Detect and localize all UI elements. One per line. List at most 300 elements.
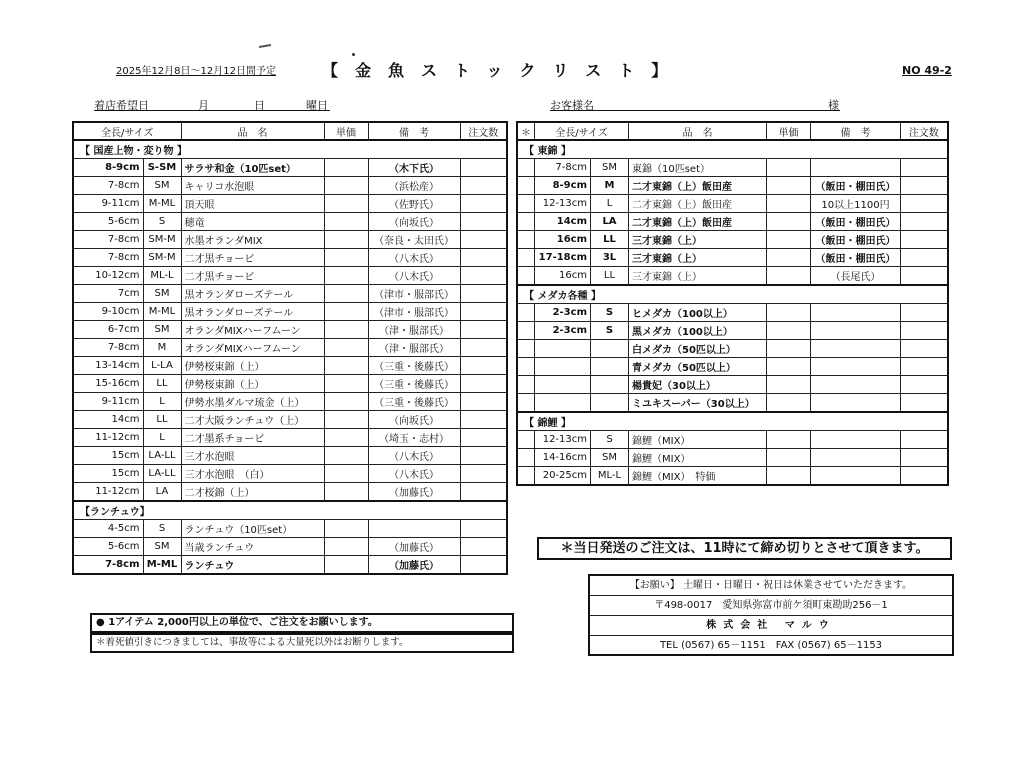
star-cell	[517, 213, 535, 231]
price-cell[interactable]	[767, 177, 811, 195]
price-cell[interactable]	[767, 376, 811, 394]
column-header: 全長/サイズ	[535, 122, 629, 140]
item-name-cell: 三才水泡眼 （白）	[181, 465, 324, 483]
order-qty-cell[interactable]	[901, 249, 948, 267]
item-name-cell: 二才黒チョービ	[181, 267, 324, 285]
grade-cell: M	[591, 177, 629, 195]
order-qty-cell[interactable]	[460, 429, 507, 447]
company-info-box	[588, 574, 954, 656]
order-qty-cell[interactable]	[460, 339, 507, 357]
star-cell	[517, 195, 535, 213]
order-qty-cell[interactable]	[901, 159, 948, 177]
table-row	[517, 358, 948, 376]
grade-cell: SM	[591, 449, 629, 467]
grade-cell: S	[143, 520, 181, 538]
size-cell: 9-11cm	[73, 195, 143, 213]
price-cell[interactable]	[767, 358, 811, 376]
table-row	[73, 393, 507, 411]
table-row	[73, 483, 507, 502]
size-cell: 4-5cm	[73, 520, 143, 538]
grade-cell: S	[591, 322, 629, 340]
price-cell[interactable]	[767, 431, 811, 449]
note-cell	[811, 358, 901, 376]
price-cell[interactable]	[324, 177, 368, 195]
price-cell[interactable]	[324, 249, 368, 267]
grade-cell: S	[143, 213, 181, 231]
item-name-cell: 黒オランダローズテール	[181, 285, 324, 303]
order-qty-cell[interactable]	[460, 303, 507, 321]
item-name-cell: 二才東錦（上）飯田産	[629, 195, 767, 213]
grade-cell: S	[591, 431, 629, 449]
table-row	[73, 538, 507, 556]
item-name-cell: オランダMIXハーフムーン	[181, 321, 324, 339]
size-cell: 11-12cm	[73, 429, 143, 447]
visit-weekday-label: 曜日	[306, 99, 328, 112]
item-name-cell: 三才東錦（上）	[629, 267, 767, 286]
table-row	[517, 340, 948, 358]
table-row	[73, 339, 507, 357]
size-cell: 15-16cm	[73, 375, 143, 393]
note-cell	[811, 449, 901, 467]
order-qty-cell[interactable]	[901, 322, 948, 340]
item-name-cell: 二才墨系チョービ	[181, 429, 324, 447]
grade-cell: L	[143, 429, 181, 447]
right-stock-table	[516, 121, 949, 486]
price-cell[interactable]	[767, 394, 811, 413]
price-cell[interactable]	[324, 429, 368, 447]
company-contact: TEL (0567) 65－1151 FAX (0567) 65－1153	[659, 640, 883, 651]
grade-cell	[591, 394, 629, 413]
order-qty-cell[interactable]	[901, 376, 948, 394]
grade-cell: L	[591, 195, 629, 213]
order-qty-cell[interactable]	[460, 321, 507, 339]
grade-cell: SM-M	[143, 249, 181, 267]
visit-month-label: 月	[198, 99, 209, 112]
section-header	[517, 285, 948, 304]
order-qty-cell[interactable]	[460, 393, 507, 411]
grade-cell: M	[143, 339, 181, 357]
order-qty-cell[interactable]	[901, 449, 948, 467]
order-qty-cell[interactable]	[901, 177, 948, 195]
note-cell	[811, 467, 901, 486]
note-cell: （浜松産）	[368, 177, 460, 195]
size-cell: 8-9cm	[535, 177, 591, 195]
column-header: 備 考	[368, 122, 460, 140]
note-cell: （津市・服部氏）	[368, 285, 460, 303]
size-cell	[535, 376, 591, 394]
table-row	[517, 376, 948, 394]
item-name-cell: 東錦（10匹set）	[629, 159, 767, 177]
order-qty-cell[interactable]	[460, 195, 507, 213]
note-cell	[811, 159, 901, 177]
star-cell	[517, 431, 535, 449]
grade-cell: S-SM	[143, 159, 181, 177]
table-row	[73, 321, 507, 339]
page-title: 【金魚ストックリスト】	[322, 61, 685, 80]
table-header	[517, 122, 948, 140]
note-cell: （埼玉・志村）	[368, 429, 460, 447]
column-header: 単価	[767, 122, 811, 140]
table-row	[73, 357, 507, 375]
grade-cell	[591, 358, 629, 376]
note-cell	[811, 304, 901, 322]
item-name-cell: 穂竜	[181, 213, 324, 231]
price-cell[interactable]	[324, 393, 368, 411]
price-cell[interactable]	[324, 483, 368, 502]
section-title: 【 国産上物・変り物 】	[73, 140, 507, 159]
order-qty-cell[interactable]	[460, 538, 507, 556]
table-row	[517, 177, 948, 195]
order-qty-cell[interactable]	[901, 267, 948, 286]
grade-cell: L-LA	[143, 357, 181, 375]
grade-cell: ML-L	[143, 267, 181, 285]
table-row	[73, 520, 507, 538]
item-name-cell: 三才東錦（上）	[629, 231, 767, 249]
order-qty-cell[interactable]	[901, 467, 948, 486]
price-cell[interactable]	[324, 339, 368, 357]
note-cell: （三重・後藤氏）	[368, 375, 460, 393]
column-header: 注文数	[460, 122, 507, 140]
size-cell: 16cm	[535, 267, 591, 286]
note-cell: （八木氏）	[368, 249, 460, 267]
size-cell: 5-6cm	[73, 213, 143, 231]
size-cell: 8-9cm	[73, 159, 143, 177]
size-cell: 7-8cm	[73, 339, 143, 357]
price-cell[interactable]	[767, 213, 811, 231]
item-name-cell: ランチュウ（10匹set）	[181, 520, 324, 538]
note-cell: （加藤氏）	[368, 538, 460, 556]
size-cell	[535, 340, 591, 358]
section-title: 【 錦鯉 】	[517, 412, 948, 431]
table-row	[517, 159, 948, 177]
size-cell: 7-8cm	[73, 177, 143, 195]
order-qty-cell[interactable]	[901, 195, 948, 213]
star-cell	[517, 449, 535, 467]
size-cell: 11-12cm	[73, 483, 143, 502]
table-row	[517, 394, 948, 413]
company-address: 〒498-0017 愛知県弥富市前ケ須町東勘助256－1	[590, 596, 952, 616]
item-name-cell: 当歳ランチュウ	[181, 538, 324, 556]
size-cell: 7-8cm	[73, 249, 143, 267]
note-cell: （八木氏）	[368, 465, 460, 483]
price-cell[interactable]	[324, 159, 368, 177]
star-cell	[517, 376, 535, 394]
table-row	[73, 195, 507, 213]
price-cell[interactable]	[324, 213, 368, 231]
grade-cell: 3L	[591, 249, 629, 267]
grade-cell: LL	[591, 231, 629, 249]
price-cell[interactable]	[324, 411, 368, 429]
scan-mark	[259, 44, 271, 48]
note-cell: （向坂氏）	[368, 213, 460, 231]
grade-cell: M-ML	[143, 556, 181, 575]
note-cell	[368, 520, 460, 538]
size-cell: 13-14cm	[73, 357, 143, 375]
price-cell[interactable]	[767, 249, 811, 267]
grade-cell: SM	[143, 177, 181, 195]
star-cell	[517, 467, 535, 486]
note-cell: （三重・後藤氏）	[368, 357, 460, 375]
note-cell: （長尾氏）	[811, 267, 901, 286]
price-cell[interactable]	[324, 357, 368, 375]
column-header: 備 考	[811, 122, 901, 140]
order-qty-cell[interactable]	[460, 249, 507, 267]
price-cell[interactable]	[324, 267, 368, 285]
table-row	[517, 195, 948, 213]
size-cell: 7-8cm	[73, 231, 143, 249]
table-row	[73, 447, 507, 465]
table-row	[73, 249, 507, 267]
grade-cell: LA	[143, 483, 181, 502]
grade-cell: LL	[143, 411, 181, 429]
grade-cell	[591, 340, 629, 358]
order-qty-cell[interactable]	[460, 465, 507, 483]
price-cell[interactable]	[324, 285, 368, 303]
section-header	[517, 140, 948, 159]
star-cell	[517, 358, 535, 376]
star-cell	[517, 394, 535, 413]
price-cell[interactable]	[324, 538, 368, 556]
star-cell	[517, 304, 535, 322]
price-cell[interactable]	[324, 465, 368, 483]
grade-cell: SM	[591, 159, 629, 177]
order-qty-cell[interactable]	[460, 447, 507, 465]
document-number: NO 49-2	[902, 64, 952, 77]
table-row	[73, 375, 507, 393]
item-name-cell: 伊勢水墨ダルマ琉金（上）	[181, 393, 324, 411]
customer-suffix: 様	[828, 99, 839, 112]
item-name-cell: オランダMIXハーフムーン	[181, 339, 324, 357]
table-row	[73, 465, 507, 483]
price-cell[interactable]	[767, 322, 811, 340]
unit-notice: ● 1アイテム 2,000円以上の単位で、ご注文をお願いします。	[90, 613, 514, 633]
holiday-request: 【お願い】 土曜日・日曜日・祝日は休業させていただきます。	[590, 576, 952, 596]
star-cell	[517, 177, 535, 195]
price-cell[interactable]	[767, 449, 811, 467]
column-header: 品 名	[629, 122, 767, 140]
item-name-cell: ランチュウ	[181, 556, 324, 575]
note-cell: （加藤氏）	[368, 483, 460, 502]
grade-cell: M-ML	[143, 195, 181, 213]
size-cell: 14cm	[535, 213, 591, 231]
size-cell: 7-8cm	[535, 159, 591, 177]
order-qty-cell[interactable]	[460, 285, 507, 303]
price-cell[interactable]	[324, 520, 368, 538]
item-name-cell: 二才桜錦（上）	[181, 483, 324, 502]
table-row	[73, 411, 507, 429]
section-title: 【ランチュウ】	[73, 501, 507, 520]
section-title: 【 東錦 】	[517, 140, 948, 159]
order-qty-cell[interactable]	[901, 358, 948, 376]
grade-cell: ML-L	[591, 467, 629, 486]
item-name-cell: サラサ和金（10匹set）	[181, 159, 324, 177]
price-cell[interactable]	[767, 195, 811, 213]
size-cell: 7-8cm	[73, 556, 143, 575]
item-name-cell: 二才大阪ランチュウ（上）	[181, 411, 324, 429]
order-qty-cell[interactable]	[901, 304, 948, 322]
order-qty-cell[interactable]	[460, 556, 507, 575]
order-qty-cell[interactable]	[460, 213, 507, 231]
table-row	[517, 304, 948, 322]
note-cell: （飯田・棚田氏）	[811, 231, 901, 249]
grade-cell: SM	[143, 321, 181, 339]
item-name-cell: 頂天眼	[181, 195, 324, 213]
size-cell: 5-6cm	[73, 538, 143, 556]
table-row	[517, 213, 948, 231]
table-row	[73, 177, 507, 195]
order-qty-cell[interactable]	[460, 520, 507, 538]
grade-cell: LA-LL	[143, 465, 181, 483]
size-cell: 6-7cm	[73, 321, 143, 339]
left-stock-table	[72, 121, 508, 575]
order-qty-cell[interactable]	[901, 394, 948, 413]
order-qty-cell[interactable]	[460, 267, 507, 285]
size-cell: 14-16cm	[535, 449, 591, 467]
table-row	[73, 556, 507, 575]
size-cell: 15cm	[73, 465, 143, 483]
grade-cell: LL	[591, 267, 629, 286]
size-cell	[535, 394, 591, 413]
table-row	[517, 322, 948, 340]
size-cell: 2-3cm	[535, 304, 591, 322]
table-header	[73, 122, 507, 140]
table-row	[73, 213, 507, 231]
price-cell[interactable]	[324, 195, 368, 213]
section-header	[517, 412, 948, 431]
item-name-cell: 伊勢桜東錦（上）	[181, 357, 324, 375]
size-cell: 2-3cm	[535, 322, 591, 340]
table-row	[73, 231, 507, 249]
item-name-cell: 青メダカ（50匹以上）	[629, 358, 767, 376]
star-cell	[517, 340, 535, 358]
size-cell: 9-11cm	[73, 393, 143, 411]
grade-cell: LL	[143, 375, 181, 393]
item-name-cell: 水墨オランダMIX	[181, 231, 324, 249]
price-cell[interactable]	[324, 231, 368, 249]
note-cell: （飯田・棚田氏）	[811, 177, 901, 195]
note-cell: （八木氏）	[368, 447, 460, 465]
star-cell	[517, 249, 535, 267]
order-qty-cell[interactable]	[460, 375, 507, 393]
note-cell	[811, 340, 901, 358]
item-name-cell: ミユキスーパー（30以上）	[629, 394, 767, 413]
cutoff-notice: ＊当日発送のご注文は、11時にて締め切りとさせて頂きます。	[537, 537, 952, 560]
table-row	[517, 449, 948, 467]
note-cell: 10以上1100円	[811, 195, 901, 213]
note-cell: （八木氏）	[368, 267, 460, 285]
note-cell: （飯田・棚田氏）	[811, 249, 901, 267]
item-name-cell: 錦鯉（MIX）	[629, 449, 767, 467]
customer-name-field[interactable]	[550, 97, 840, 111]
item-name-cell: 楊貴妃（30以上）	[629, 376, 767, 394]
section-header	[73, 140, 507, 159]
price-cell[interactable]	[767, 159, 811, 177]
item-name-cell: 二才東錦（上）飯田産	[629, 177, 767, 195]
item-name-cell: 三才東錦（上）	[629, 249, 767, 267]
column-header: 品 名	[181, 122, 324, 140]
company-name: 株式会社 マルウ	[590, 616, 952, 636]
customer-label: お客様名	[550, 99, 594, 112]
note-cell	[811, 376, 901, 394]
note-cell: （奈良・太田氏）	[368, 231, 460, 249]
item-name-cell: 黒メダカ（100以上）	[629, 322, 767, 340]
price-cell[interactable]	[324, 375, 368, 393]
star-cell	[517, 267, 535, 286]
price-cell[interactable]	[767, 467, 811, 486]
item-name-cell: 錦鯉（MIX）	[629, 431, 767, 449]
star-cell	[517, 231, 535, 249]
grade-cell: SM	[143, 538, 181, 556]
grade-cell: S	[591, 304, 629, 322]
order-qty-cell[interactable]	[460, 411, 507, 429]
size-cell: 15cm	[73, 447, 143, 465]
table-row	[517, 267, 948, 286]
price-cell[interactable]	[767, 231, 811, 249]
date-range: 2025年12月8日～12月12日間予定	[116, 66, 276, 77]
size-cell: 7cm	[73, 285, 143, 303]
section-header	[73, 501, 507, 520]
note-cell: （飯田・棚田氏）	[811, 213, 901, 231]
grade-cell: SM-M	[143, 231, 181, 249]
order-qty-cell[interactable]	[460, 159, 507, 177]
grade-cell: M-ML	[143, 303, 181, 321]
item-name-cell: 錦鯉（MIX） 特価	[629, 467, 767, 486]
price-cell[interactable]	[324, 556, 368, 575]
size-cell: 10-12cm	[73, 267, 143, 285]
death-policy-notice: ＊着死値引きにつきましては、事故等による大量死以外はお断りします。	[90, 633, 514, 653]
order-qty-cell[interactable]	[460, 177, 507, 195]
price-cell[interactable]	[324, 321, 368, 339]
item-name-cell: ヒメダカ（100以上）	[629, 304, 767, 322]
price-cell[interactable]	[324, 303, 368, 321]
note-cell: （加藤氏）	[368, 556, 460, 575]
grade-cell: LA-LL	[143, 447, 181, 465]
note-cell	[811, 431, 901, 449]
size-cell: 16cm	[535, 231, 591, 249]
order-qty-cell[interactable]	[901, 431, 948, 449]
table-row	[517, 431, 948, 449]
note-cell	[811, 394, 901, 413]
note-cell: （津・服部氏）	[368, 339, 460, 357]
order-qty-cell[interactable]	[460, 231, 507, 249]
price-cell[interactable]	[324, 447, 368, 465]
order-qty-cell[interactable]	[901, 231, 948, 249]
visit-date-field[interactable]	[94, 97, 330, 111]
item-name-cell: 二才黒チョービ	[181, 249, 324, 267]
order-qty-cell[interactable]	[901, 340, 948, 358]
column-header: 全長/サイズ	[73, 122, 181, 140]
price-cell[interactable]	[767, 340, 811, 358]
item-name-cell: 白メダカ（50匹以上）	[629, 340, 767, 358]
order-qty-cell[interactable]	[460, 357, 507, 375]
scan-dot	[352, 53, 355, 56]
table-row	[517, 467, 948, 486]
note-cell: （三重・後藤氏）	[368, 393, 460, 411]
size-cell: 9-10cm	[73, 303, 143, 321]
order-qty-cell[interactable]	[460, 483, 507, 502]
size-cell	[535, 358, 591, 376]
order-qty-cell[interactable]	[901, 213, 948, 231]
table-row	[73, 285, 507, 303]
table-row	[73, 429, 507, 447]
note-cell	[811, 322, 901, 340]
note-cell: （佐野氏）	[368, 195, 460, 213]
price-cell[interactable]	[767, 304, 811, 322]
price-cell[interactable]	[767, 267, 811, 286]
size-cell: 17-18cm	[535, 249, 591, 267]
column-header: ＊	[517, 122, 535, 140]
size-cell: 12-13cm	[535, 431, 591, 449]
